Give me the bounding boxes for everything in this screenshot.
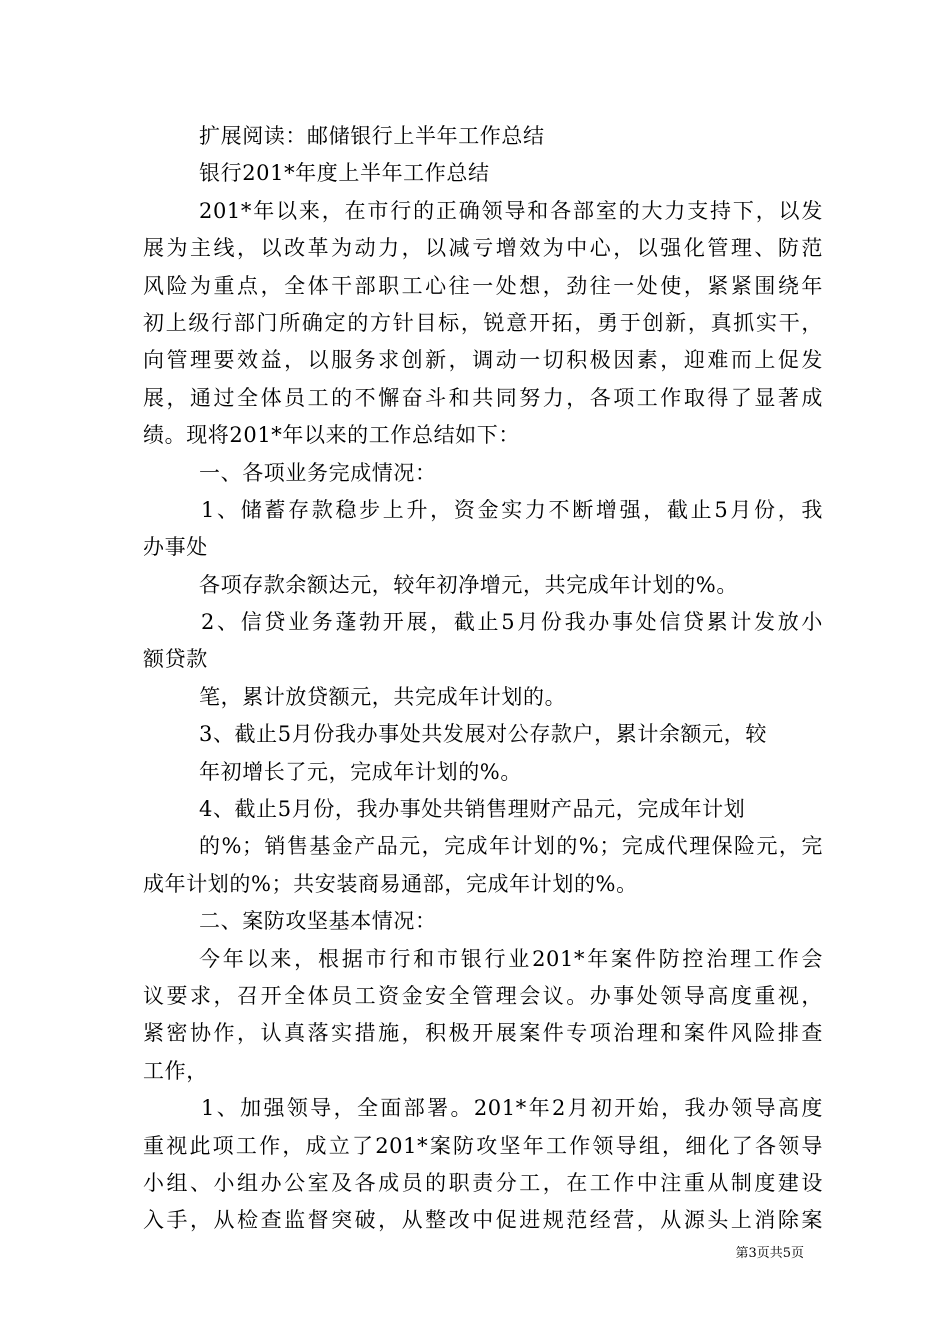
text-line: 各项存款余额达元，较年初净增元，共完成年计划的%。 <box>199 572 738 597</box>
text-line: 2、信贷业务蓬勃开展，截止5月份我办事处信贷累计发放小 <box>201 610 823 635</box>
text-line: 年初增长了元，完成年计划的%。 <box>199 759 522 784</box>
text-line: 议要求，召开全体员工资金安全管理会议。办事处领导高度重视， <box>143 983 823 1008</box>
text-line: 展，通过全体员工的不懈奋斗和共同努力，各项工作取得了显著成 <box>143 385 823 410</box>
text-line: 3、截止5月份我办事处共发展对公存款户，累计余额元，较 <box>199 722 767 747</box>
text-line: 展为主线，以改革为动力，以减亏增效为中心，以强化管理、防范 <box>143 236 823 261</box>
section-heading: 一、各项业务完成情况： <box>199 460 437 485</box>
page-number: 第3页共5页 <box>735 1246 804 1261</box>
text-line: 笔，累计放贷额元，共完成年计划的。 <box>199 684 567 709</box>
text-line: 1、加强领导，全面部署。201*年2月初开始，我办领导高度 <box>201 1096 823 1121</box>
text-line: 今年以来，根据市行和市银行业201*年案件防控治理工作会 <box>199 946 823 971</box>
text-line: 办事处 <box>143 535 208 560</box>
text-line: 银行201*年度上半年工作总结 <box>199 161 490 186</box>
text-line: 扩展阅读：邮储银行上半年工作总结 <box>199 124 545 148</box>
text-line: 紧密协作，认真落实措施，积极开展案件专项治理和案件风险排查 <box>143 1021 823 1046</box>
text-line: 入手，从检查监督突破，从整改中促进规范经营，从源头上消除案 <box>143 1208 823 1233</box>
text-line: 初上级行部门所确定的方针目标，锐意开拓，勇于创新，真抓实干， <box>143 310 823 335</box>
document-body <box>143 118 823 1240</box>
text-line: 向管理要效益，以服务求创新，调动一切积极因素，迎难而上促发 <box>143 348 823 373</box>
text-line: 成年计划的%；共安装商易通部，完成年计划的%。 <box>143 871 638 896</box>
section-heading: 二、案防攻坚基本情况： <box>199 909 437 934</box>
text-line: 4、截止5月份，我办事处共销售理财产品元，完成年计划 <box>199 797 746 822</box>
text-line: 小组、小组办公室及各成员的职责分工，在工作中注重从制度建设 <box>143 1170 823 1195</box>
text-line: 1、储蓄存款稳步上升，资金实力不断增强，截止5月份，我 <box>201 497 823 522</box>
text-line: 重视此项工作，成立了201*案防攻坚年工作领导组，细化了各领导 <box>143 1133 823 1158</box>
text-line: 绩。现将201*年以来的工作总结如下： <box>143 423 520 448</box>
text-line: 工作， <box>143 1058 208 1083</box>
text-line: 的%；销售基金产品元，完成年计划的%；完成代理保险元，完 <box>199 834 823 859</box>
text-line: 201*年以来，在市行的正确领导和各部室的大力支持下，以发 <box>199 198 823 223</box>
text-line: 风险为重点，全体干部职工心往一处想，劲往一处使，紧紧围绕年 <box>143 273 823 298</box>
text-line: 额贷款 <box>143 647 208 672</box>
